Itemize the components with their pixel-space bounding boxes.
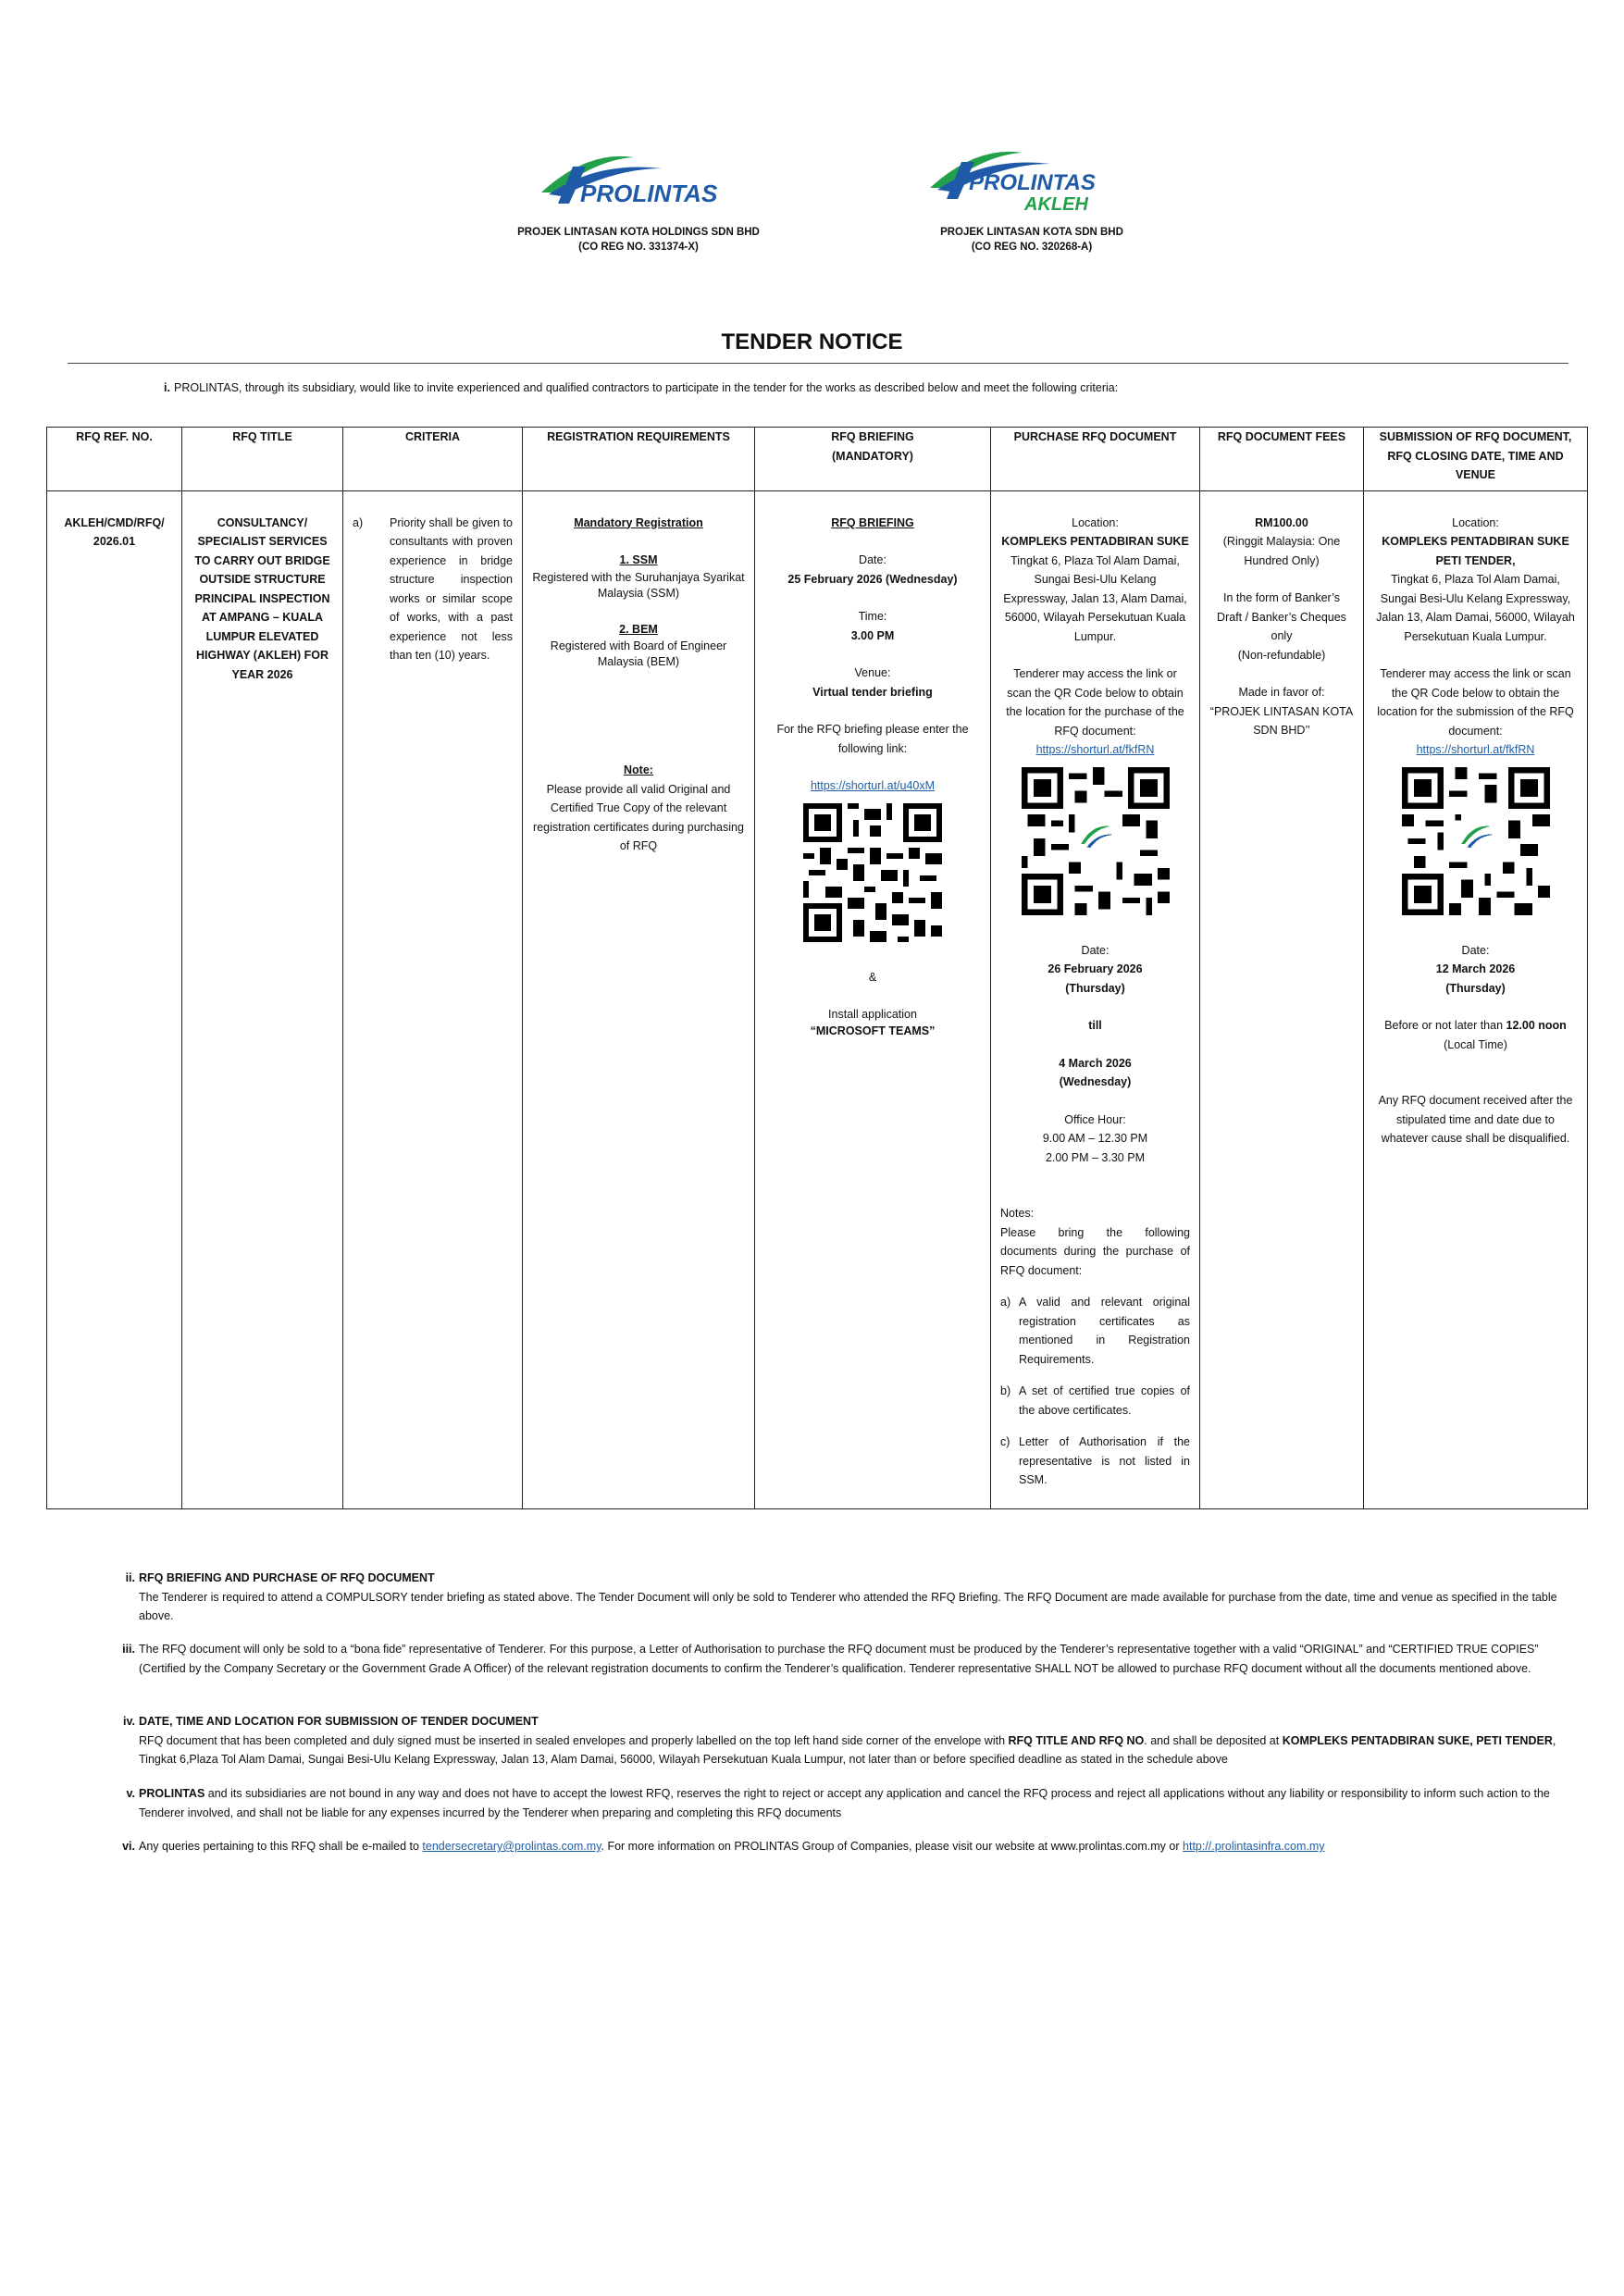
reg-ssm-title: 1. SSM [619, 553, 658, 566]
brief-date: 25 February 2026 (Wednesday) [787, 572, 958, 586]
purchase-notes-intro: Please bring the following documents during the purchase of RFQ document: [1000, 1225, 1190, 1277]
note-v-num: v. [126, 1787, 135, 1800]
note-vi-text-1: Any queries pertaining to this RFQ shall be e-mailed to [139, 1840, 419, 1853]
sub-loc-name: KOMPLEKS PENTADBIRAN SUKE PETI TENDER, [1382, 535, 1569, 567]
header-ref: RFQ REF. NO. [47, 428, 182, 491]
tender-table [46, 427, 1588, 1509]
header-criteria: CRITERIA [343, 428, 523, 491]
purchase-date-label: Date: [1081, 943, 1110, 957]
brief-heading: RFQ BRIEFING [831, 515, 914, 529]
reg-bem-title: 2. BEM [619, 622, 658, 636]
note-vi-text [139, 1837, 1564, 1856]
fees-words: (Ringgit Malaysia: One Hundred Only) [1222, 535, 1341, 567]
ref-line2: 2026.01 [93, 535, 136, 548]
reg-ssm-text: Registered with the Suruhanjaya Syarikat Malaysia (SSM) [532, 570, 745, 600]
note-v-bold: PROLINTAS [139, 1787, 205, 1800]
purchase-date-to: 4 March 2026 [1059, 1056, 1132, 1070]
brief-amp: & [868, 970, 877, 984]
purchase-access: Tenderer may access the link or scan the QR Code below to obtain the location for the purchase of the RFQ document: [1006, 667, 1184, 738]
brief-venue: Virtual tender briefing [812, 685, 933, 699]
fees-form: In the form of Banker’s Draft / Banker’s Cheques only [1217, 591, 1346, 642]
table-row [47, 490, 1588, 1508]
note-ii-title: RFQ BRIEFING AND PURCHASE OF RFQ DOCUMENT [139, 1571, 435, 1584]
cell-registration [523, 490, 755, 1508]
header-purchase: PURCHASE RFQ DOCUMENT [991, 428, 1200, 491]
brief-venue-label: Venue: [854, 666, 891, 679]
fees-nonref: (Non-refundable) [1237, 648, 1326, 662]
sub-date-label: Date: [1461, 943, 1490, 957]
list-item [1000, 1382, 1190, 1420]
company-right-reg: (CO REG NO. 320268-A) [971, 242, 1093, 253]
criteria-text: Priority shall be given to consultants with proven experience in bridge structure inspection works or similar scope of works, with a past experience not less than ten (10) years. [390, 515, 513, 662]
list-item [1000, 1433, 1190, 1490]
company-left-name: PROJEK LINTASAN KOTA HOLDINGS SDN BHD [517, 227, 760, 238]
brief-install: Install application [828, 1008, 917, 1021]
sub-loc-address: Tingkat 6, Plaza Tol Alam Damai, Sungai Besi-Ulu Kelang Expressway, Jalan 13, Alam Damai, 56000, Wilayah Persekutuan Kuala Lumpur. [1376, 573, 1575, 643]
note-ii-text: The Tenderer is required to attend a COMPULSORY tender briefing as stated above. The Tender Document will only be sold to Tenderer who attended the RFQ Briefing. The RFQ Document are made available for purchase from the date, time and venue as specified in the table above. [139, 1590, 1557, 1622]
sub-local: (Local Time) [1444, 1037, 1507, 1051]
logo-right-brand: PROLINTAS [969, 170, 1096, 195]
sub-day: (Thursday) [1445, 981, 1506, 995]
company-right-name: PROJEK LINTASAN KOTA SDN BHD [940, 227, 1123, 238]
sub-warning: Any RFQ document received after the stipulated time and date due to whatever cause shall be disqualified. [1378, 1094, 1573, 1145]
cell-submission [1364, 490, 1588, 1508]
purchase-hours-label: Office Hour: [1064, 1112, 1126, 1126]
note-iii [122, 1640, 1564, 1678]
prolintas-akleh-logo [921, 143, 1134, 217]
purchase-notes-label: Notes: [1000, 1207, 1035, 1220]
reg-note-text: Please provide all valid Original and Certified True Copy of the relevant registration certificates during purchasing of RFQ [533, 782, 744, 852]
purchase-date-from: 26 February 2026 [1048, 962, 1143, 975]
purchase-qr-code[interactable] [1022, 767, 1170, 915]
cell-briefing [755, 490, 991, 1508]
list-item [1000, 1293, 1190, 1369]
prolintas-logo [532, 148, 745, 222]
email-link[interactable]: tendersecretary@prolintas.com.my [422, 1840, 601, 1853]
website-link[interactable]: http://.prolintasinfra.com.my [1183, 1840, 1325, 1853]
cell-rfq-title: CONSULTANCY/ SPECIALIST SERVICES TO CARRY OUT BRIDGE OUTSIDE STRUCTURE PRINCIPAL INSPECTION AT AMPANG – KUALA LUMPUR ELEVATED HIGHWAY (AKLEH) FOR YEAR 2026 [182, 490, 343, 1508]
purchase-hours-1: 9.00 AM – 12.30 PM [1042, 1132, 1148, 1145]
purchase-hours-2: 2.00 PM – 3.30 PM [1045, 1150, 1145, 1164]
note-iii-num: iii. [122, 1643, 135, 1656]
note-iv-text [139, 1731, 1564, 1769]
brief-time-label: Time: [858, 610, 887, 623]
cell-ref [47, 490, 182, 1508]
note-ii [125, 1569, 1564, 1626]
purchase-loc-label: Location: [1072, 515, 1119, 529]
note-vi-text-2: . For more information on PROLINTAS Group of Companies, please visit our website at www.prolintas.com.my or [601, 1840, 1180, 1853]
sub-date: 12 March 2026 [1435, 962, 1516, 975]
note-iv-text-1: RFQ document that has been completed and duly signed must be inserted in sealed envelopes and properly labelled on the top left hand side corner of the envelope with [139, 1733, 1006, 1747]
company-left-reg: (CO REG NO. 331374-X) [578, 242, 699, 253]
logo-left-brand: PROLINTAS [580, 180, 718, 207]
criteria-label: a) [353, 515, 364, 529]
note-c-label: c) [1000, 1435, 1010, 1448]
note-iv-bold-2: KOMPLEKS PENTADBIRAN SUKE, PETI TENDER [1282, 1733, 1553, 1747]
note-vi-num: vi. [122, 1840, 135, 1853]
note-iv-bold-1: RFQ TITLE AND RFQ NO [1008, 1733, 1145, 1747]
submission-qr-code[interactable] [1402, 767, 1550, 915]
sub-time-line [1373, 1016, 1578, 1036]
purchase-link[interactable]: https://shorturl.at/fkfRN [1035, 743, 1155, 756]
purchase-day-to: (Wednesday) [1059, 1075, 1132, 1088]
brief-app: “MICROSOFT TEAMS” [810, 1024, 936, 1037]
sub-loc-label: Location: [1452, 515, 1499, 529]
note-iii-text: The RFQ document will only be sold to a “bona fide” representative of Tenderer. For this purpose, a Letter of Authorisation to purchase the RFQ document must be produced by the Tenderer’s representative together with a valid “ORIGINAL” and “CERTIFIED TRUE COPIES” (Certified by the Company Secretary or the Government Grade A Officer) of the relevant registration documents to confirm the Tenderer’s qualification. Tenderer representative SHALL NOT be allowed to purchase RFQ document without all the documents mentioned above. [139, 1643, 1539, 1675]
note-v-text [139, 1784, 1564, 1822]
sub-time: 12.00 noon [1506, 1019, 1567, 1032]
note-c-text: Letter of Authorisation if the representative is not listed in SSM. [1019, 1435, 1190, 1486]
purchase-loc-address: Tingkat 6, Plaza Tol Alam Damai, Sungai Besi-Ulu Kelang Expressway, Jalan 13, Alam Damai, 56000, Wilayah Persekutuan Kuala Lumpur. [1003, 553, 1187, 643]
header-fees: RFQ DOCUMENT FEES [1200, 428, 1364, 491]
intro-text: PROLINTAS, through its subsidiary, would like to invite experienced and qualified contractors to participate in the tender for the works as described below and meet the following criteria: [174, 381, 1119, 394]
fees-favor: “PROJEK LINTASAN KOTA SDN BHD’’ [1209, 704, 1354, 737]
logo-right-sub: AKLEH [1024, 194, 1088, 215]
note-ii-num: ii. [125, 1571, 135, 1584]
title-divider [68, 363, 1568, 364]
intro-paragraph [164, 381, 1119, 394]
note-iv [123, 1712, 1564, 1769]
note-vi [122, 1837, 1564, 1856]
purchase-day-from: (Thursday) [1065, 981, 1125, 995]
table-header-row [47, 428, 1588, 491]
note-v-body: and its subsidiaries are not bound in any way and does not have to accept the lowest RFQ, reserves the right to reject or accept any application and cancel the RFQ process and reject all applications without any liability or responsibility to inform such action to the Tenderer involved, and shall not be liable for any expenses incurred by the Tenderer when preparing and completing this RFQ documents [139, 1787, 1550, 1819]
header-title: RFQ TITLE [182, 428, 343, 491]
briefing-qr-code[interactable] [803, 803, 942, 942]
cell-purchase [991, 490, 1200, 1508]
page-title: TENDER NOTICE [721, 329, 903, 354]
note-iv-title: DATE, TIME AND LOCATION FOR SUBMISSION OF TENDER DOCUMENT [139, 1715, 539, 1728]
purchase-loc-name: KOMPLEKS PENTADBIRAN SUKE [1001, 535, 1189, 548]
note-b-text: A set of certified true copies of the above certificates. [1019, 1384, 1190, 1417]
sub-link[interactable]: https://shorturl.at/fkfRN [1416, 743, 1535, 756]
note-a-label: a) [1000, 1296, 1011, 1309]
reg-note-title: Note: [624, 763, 653, 776]
header-briefing [755, 428, 991, 491]
brief-link[interactable]: https://shorturl.at/u40xM [810, 779, 936, 792]
purchase-notes-list [1000, 1293, 1190, 1490]
purchase-till: till [1088, 1019, 1102, 1032]
header-briefing-1: RFQ BRIEFING [831, 430, 914, 443]
note-v [126, 1784, 1564, 1822]
cell-criteria [343, 490, 523, 1508]
header-briefing-2: (MANDATORY) [832, 449, 913, 463]
fees-amount: RM100.00 [1255, 515, 1308, 529]
brief-date-label: Date: [859, 553, 886, 566]
company-left [481, 225, 796, 254]
note-a-text: A valid and relevant original registration certificates as mentioned in Registration Requirements. [1019, 1296, 1190, 1366]
sub-time-pre: Before or not later than [1384, 1019, 1504, 1032]
note-iv-text-3: , Tingkat 6,Plaza Tol Alam Damai, Sungai Besi-Ulu Kelang Expressway, Jalan 13, Alam Damai, 56000, Wilayah Persekutuan Kuala Lumpur, not later than or before specified deadline as stated in the schedule above [139, 1733, 1556, 1766]
intro-num: i. [164, 381, 170, 394]
note-iv-num: iv. [123, 1715, 135, 1728]
fees-favor-label: Made in favor of: [1238, 686, 1325, 699]
ref-line1: AKLEH/CMD/RFQ/ [64, 515, 165, 529]
company-right [874, 225, 1189, 254]
header-registration: REGISTRATION REQUIREMENTS [523, 428, 755, 491]
reg-bem-text: Registered with Board of Engineer Malaysia (BEM) [550, 639, 727, 668]
header-submission: SUBMISSION OF RFQ DOCUMENT, RFQ CLOSING DATE, TIME AND VENUE [1364, 428, 1588, 491]
reg-heading: Mandatory Registration [574, 515, 703, 529]
note-iv-text-2: . and shall be deposited at [1144, 1733, 1280, 1747]
brief-link-intro: For the RFQ briefing please enter the following link: [776, 723, 969, 755]
brief-time: 3.00 PM [850, 628, 895, 642]
sub-access: Tenderer may access the link or scan the QR Code below to obtain the location for the submission of the RFQ document: [1377, 667, 1574, 738]
cell-fees [1200, 490, 1364, 1508]
note-b-label: b) [1000, 1384, 1011, 1397]
